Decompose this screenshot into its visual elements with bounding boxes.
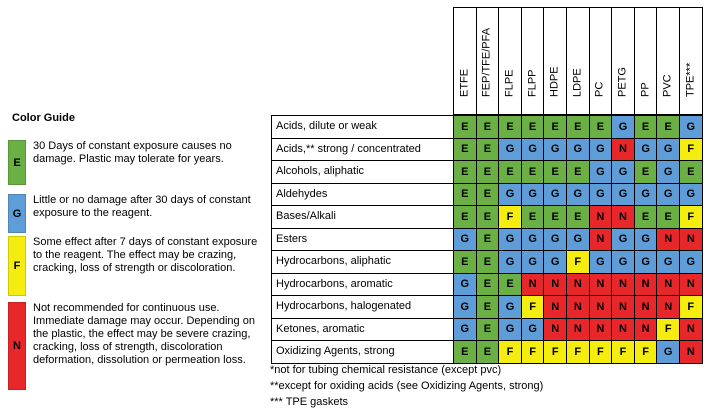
rating-cell: E <box>566 160 590 184</box>
column-header-8 <box>634 7 658 115</box>
rating-cell: F <box>521 340 545 364</box>
rating-cell: G <box>634 183 658 207</box>
footnote-2: **except for oxiding acids (see Oxidizing Agents, strong) <box>270 380 544 392</box>
rating-cell: N <box>679 318 703 342</box>
rating-cell: G <box>453 318 477 342</box>
rating-cell: N <box>589 273 613 297</box>
rating-cell: G <box>589 183 613 207</box>
rating-cell: E <box>521 205 545 229</box>
column-header-7 <box>611 7 635 115</box>
column-header-label: HDPE <box>548 66 561 97</box>
rating-cell: E <box>453 160 477 184</box>
column-header-label: PC <box>593 81 606 97</box>
rating-cell: G <box>453 295 477 319</box>
rating-cell: E <box>476 138 500 162</box>
rating-cell: E <box>566 205 590 229</box>
legend-item-g <box>8 194 266 233</box>
rating-cell: G <box>589 250 613 274</box>
rating-cell: F <box>498 205 522 229</box>
rating-cell: G <box>543 250 567 274</box>
rating-cell: G <box>498 138 522 162</box>
rating-cell: F <box>656 318 680 342</box>
rating-cell: N <box>611 205 635 229</box>
legend-item-e <box>8 140 266 185</box>
column-header-label: LDPE <box>571 68 584 97</box>
rating-cell: E <box>543 160 567 184</box>
rating-cell: G <box>589 160 613 184</box>
rating-cell: E <box>476 250 500 274</box>
rating-cell: G <box>498 228 522 252</box>
rating-cell: F <box>679 138 703 162</box>
legend-item-n <box>8 302 266 390</box>
rating-cell: N <box>543 318 567 342</box>
row-label: Hydrocarbons, halogenated <box>271 295 454 319</box>
rating-cell: N <box>679 273 703 297</box>
rating-cell: N <box>656 295 680 319</box>
rating-cell: N <box>611 273 635 297</box>
column-header-label: TPE*** <box>684 62 697 97</box>
rating-cell: G <box>543 183 567 207</box>
rating-cell: E <box>566 115 590 139</box>
rating-cell: N <box>679 340 703 364</box>
rating-cell: E <box>589 115 613 139</box>
column-header-10 <box>679 7 703 115</box>
row-label: Hydrocarbons, aromatic <box>271 273 454 297</box>
rating-cell: E <box>656 205 680 229</box>
column-header-6 <box>589 7 613 115</box>
rating-cell: G <box>543 228 567 252</box>
rating-cell: N <box>589 295 613 319</box>
column-header-4 <box>543 7 567 115</box>
rating-cell: F <box>543 340 567 364</box>
legend-swatch-g: G <box>8 194 26 233</box>
rating-cell: E <box>453 115 477 139</box>
rating-cell: E <box>476 205 500 229</box>
rating-cell: G <box>679 250 703 274</box>
legend-text-f: Some effect after 7 days of constant exposure to the reagent. The effect may be crazing, cracking, loss of strength or discoloration. <box>33 236 258 274</box>
rating-cell: N <box>589 228 613 252</box>
rating-cell: G <box>634 228 658 252</box>
rating-cell: G <box>656 340 680 364</box>
legend-text-n: Not recommended for continuous use. Immediate damage may occur. Depending on the plastic, the effect may be severe crazing, cracking, loss of strength, discoloration deformation, dissolution or permeation loss. <box>33 302 255 366</box>
rating-cell: E <box>634 115 658 139</box>
rating-cell: G <box>498 295 522 319</box>
rating-cell: G <box>634 138 658 162</box>
row-label: Acids, dilute or weak <box>271 115 454 139</box>
rating-cell: G <box>566 138 590 162</box>
column-header-label: FLPP <box>526 69 539 97</box>
rating-cell: E <box>453 250 477 274</box>
rating-cell: E <box>656 115 680 139</box>
rating-cell: E <box>476 340 500 364</box>
rating-cell: N <box>611 295 635 319</box>
rating-cell: G <box>656 183 680 207</box>
rating-cell: G <box>679 115 703 139</box>
rating-cell: G <box>566 228 590 252</box>
rating-cell: N <box>589 318 613 342</box>
rating-cell: N <box>634 273 658 297</box>
rating-cell: G <box>589 138 613 162</box>
rating-cell: E <box>543 115 567 139</box>
rating-cell: N <box>634 318 658 342</box>
rating-cell: G <box>611 250 635 274</box>
column-header-5 <box>566 7 590 115</box>
rating-cell: E <box>476 160 500 184</box>
rating-cell: G <box>521 183 545 207</box>
rating-cell: N <box>611 318 635 342</box>
legend-item-f <box>8 236 266 296</box>
rating-cell: G <box>521 138 545 162</box>
rating-cell: N <box>634 295 658 319</box>
rating-cell: N <box>656 228 680 252</box>
rating-cell: G <box>521 250 545 274</box>
rating-cell: E <box>634 205 658 229</box>
rating-cell: G <box>611 160 635 184</box>
legend-swatch-f: F <box>8 236 26 296</box>
column-header-0 <box>453 7 477 115</box>
rating-cell: N <box>566 273 590 297</box>
rating-cell: E <box>476 295 500 319</box>
rating-cell: G <box>656 250 680 274</box>
rating-cell: G <box>566 183 590 207</box>
row-label: Alcohols, aliphatic <box>271 160 454 184</box>
row-label: Oxidizing Agents, strong <box>271 340 454 364</box>
column-header-label: FEP/TFE/PFA <box>480 27 493 97</box>
rating-cell: F <box>498 340 522 364</box>
rating-cell: E <box>543 205 567 229</box>
rating-cell: F <box>521 295 545 319</box>
rating-cell: E <box>453 340 477 364</box>
rating-cell: F <box>679 205 703 229</box>
rating-cell: F <box>634 340 658 364</box>
rating-cell: N <box>566 318 590 342</box>
row-label: Aldehydes <box>271 183 454 207</box>
row-label: Hydrocarbons, aliphatic <box>271 250 454 274</box>
column-header-9 <box>656 7 680 115</box>
rating-cell: F <box>566 250 590 274</box>
legend-text-e: 30 Days of constant exposure causes no damage. Plastic may tolerate for years. <box>33 140 232 165</box>
rating-cell: G <box>611 183 635 207</box>
column-header-label: PETG <box>616 67 629 97</box>
rating-cell: G <box>543 138 567 162</box>
row-label: Acids,** strong / concentrated <box>271 138 454 162</box>
rating-cell: G <box>453 228 477 252</box>
rating-cell: F <box>679 295 703 319</box>
rating-cell: E <box>476 183 500 207</box>
rating-cell: N <box>543 295 567 319</box>
rating-cell: E <box>453 138 477 162</box>
column-header-3 <box>521 7 545 115</box>
rating-cell: E <box>521 160 545 184</box>
rating-cell: N <box>521 273 545 297</box>
rating-cell: E <box>679 160 703 184</box>
rating-cell: E <box>634 160 658 184</box>
column-header-label: PVC <box>661 74 674 97</box>
rating-cell: N <box>656 273 680 297</box>
rating-cell: E <box>453 183 477 207</box>
rating-cell: G <box>656 138 680 162</box>
rating-cell: G <box>634 250 658 274</box>
rating-cell: G <box>611 228 635 252</box>
rating-cell: E <box>453 205 477 229</box>
rating-cell: N <box>543 273 567 297</box>
rating-cell: E <box>521 115 545 139</box>
rating-cell: E <box>498 115 522 139</box>
rating-cell: E <box>476 273 500 297</box>
rating-cell: G <box>498 318 522 342</box>
rating-cell: N <box>611 138 635 162</box>
row-label: Esters <box>271 228 454 252</box>
rating-cell: G <box>498 250 522 274</box>
rating-cell: E <box>476 228 500 252</box>
rating-cell: E <box>498 273 522 297</box>
rating-cell: G <box>453 273 477 297</box>
rating-cell: G <box>611 115 635 139</box>
row-label: Ketones, aromatic <box>271 318 454 342</box>
rating-cell: N <box>566 295 590 319</box>
color-guide-title: Color Guide <box>12 112 75 124</box>
rating-cell: G <box>498 183 522 207</box>
rating-cell: G <box>679 183 703 207</box>
column-header-label: ETFE <box>458 68 471 97</box>
legend-text-g: Little or no damage after 30 days of constant exposure to the reagent. <box>33 194 251 219</box>
rating-cell: E <box>476 115 500 139</box>
rating-cell: G <box>521 318 545 342</box>
rating-cell: G <box>521 228 545 252</box>
row-label: Bases/Alkali <box>271 205 454 229</box>
column-header-1 <box>476 7 500 115</box>
footnote-3: *** TPE gaskets <box>270 396 349 408</box>
legend-swatch-e: E <box>8 140 26 185</box>
column-header-label: FLPE <box>503 69 516 97</box>
column-header-label: PP <box>639 82 652 97</box>
rating-cell: G <box>656 160 680 184</box>
rating-cell: N <box>589 205 613 229</box>
rating-cell: F <box>589 340 613 364</box>
rating-cell: F <box>611 340 635 364</box>
rating-cell: E <box>498 160 522 184</box>
column-header-2 <box>498 7 522 115</box>
legend-swatch-n: N <box>8 302 26 390</box>
rating-cell: N <box>679 228 703 252</box>
rating-cell: E <box>476 318 500 342</box>
rating-cell: F <box>566 340 590 364</box>
footnote-1: *not for tubing chemical resistance (except pvc) <box>270 364 502 376</box>
